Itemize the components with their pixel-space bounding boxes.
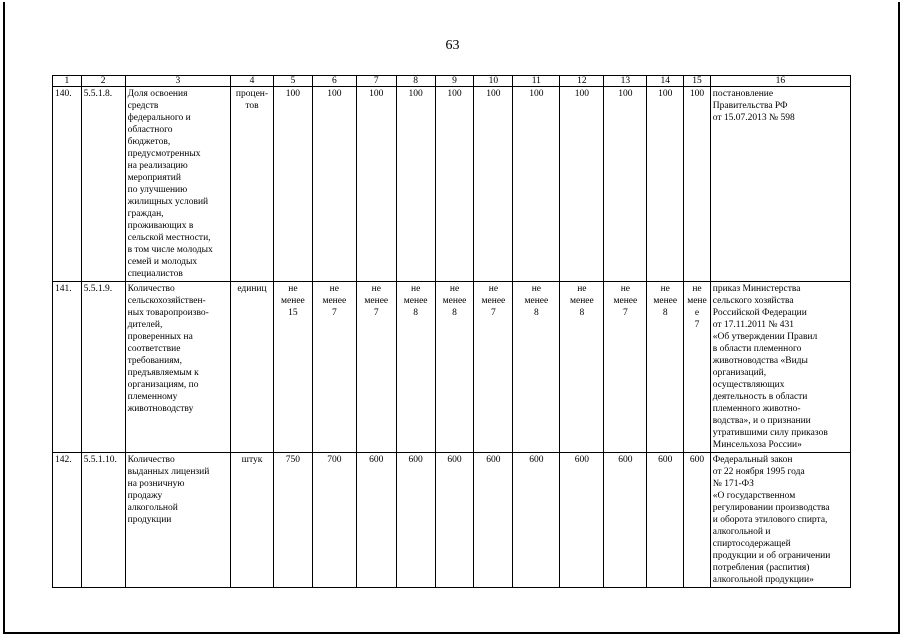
value-cell: не менее 7 (356, 282, 396, 453)
column-header: 1 (53, 76, 82, 87)
value-cell: 600 (513, 453, 560, 588)
column-header: 6 (312, 76, 356, 87)
value-cell: не менее 7 (312, 282, 356, 453)
column-header: 4 (231, 76, 274, 87)
page-number: 63 (445, 38, 460, 53)
value-cell: 100 (604, 87, 647, 282)
column-header: 2 (81, 76, 125, 87)
value-cell: 100 (435, 87, 474, 282)
row-number: 140. (53, 87, 82, 282)
value-cell: 600 (396, 453, 435, 588)
value-cell: 700 (312, 453, 356, 588)
column-header: 9 (435, 76, 474, 87)
value-cell: 600 (604, 453, 647, 588)
value-cell: не менее 8 (396, 282, 435, 453)
value-cell: 100 (684, 87, 711, 282)
value-cell: 750 (273, 453, 312, 588)
value-cell: не менее 7 (604, 282, 647, 453)
column-header: 14 (647, 76, 684, 87)
value-cell: не менее 8 (560, 282, 604, 453)
header-row (53, 76, 851, 87)
value-cell: не менее 8 (513, 282, 560, 453)
column-header: 11 (513, 76, 560, 87)
value-cell: 600 (435, 453, 474, 588)
value-cell: 100 (312, 87, 356, 282)
table-row (53, 453, 851, 588)
legal-basis: приказ Министерства сельского хозяйства Российской Федерации от 17.11.2011 № 431 «Об утверждении Правил в области племенного животноводства «Виды организаций, осуществляющих деятельность в области племенного животно- водства», и о признании утратившими силу приказов Минсельхоза России» (710, 282, 850, 453)
indicator-name: Количество выданных лицензий на розничную продажу алкогольной продукции (125, 453, 230, 588)
column-header: 5 (273, 76, 312, 87)
value-cell: 600 (647, 453, 684, 588)
column-header: 7 (356, 76, 396, 87)
row-number: 141. (53, 282, 82, 453)
indicator-name: Количество сельскохозяйствен- ных товаропроизво- дителей, проверенных на соответствие требованиям, предъявляемым к организациям, по племенному животноводству (125, 282, 230, 453)
column-header: 12 (560, 76, 604, 87)
value-cell: 600 (684, 453, 711, 588)
value-cell: не менее 15 (273, 282, 312, 453)
column-header: 8 (396, 76, 435, 87)
value-cell: 100 (356, 87, 396, 282)
unit-cell: штук (231, 453, 274, 588)
column-header: 10 (474, 76, 513, 87)
row-code: 5.5.1.10. (81, 453, 125, 588)
value-cell: не менее 7 (684, 282, 711, 453)
unit-cell: единиц (231, 282, 274, 453)
value-cell: не менее 8 (647, 282, 684, 453)
value-cell: 600 (474, 453, 513, 588)
value-cell: 600 (560, 453, 604, 588)
table-row (53, 87, 851, 282)
row-code: 5.5.1.8. (81, 87, 125, 282)
value-cell: 100 (273, 87, 312, 282)
indicator-name: Доля освоения средств федерального и областного бюджетов, предусмотренных на реализацию мероприятий по улучшению жилищных условий граждан, проживающих в сельской местности, в том числе молодых семей и молодых специалистов (125, 87, 230, 282)
unit-cell: процен- тов (231, 87, 274, 282)
legal-basis: Федеральный закон от 22 ноября 1995 года № 171-ФЗ «О государственном регулировании производства и оборота этилового спирта, алкогольной и спиртосодержащей продукции и об ограничении потребления (распития) алкогольной продукции» (710, 453, 850, 588)
value-cell: 600 (356, 453, 396, 588)
column-header: 3 (125, 76, 230, 87)
value-cell: 100 (513, 87, 560, 282)
row-number: 142. (53, 453, 82, 588)
value-cell: 100 (396, 87, 435, 282)
table-row (53, 282, 851, 453)
value-cell: 100 (474, 87, 513, 282)
indicators-table (52, 75, 851, 588)
row-code: 5.5.1.9. (81, 282, 125, 453)
column-header: 15 (684, 76, 711, 87)
column-header: 13 (604, 76, 647, 87)
value-cell: не менее 7 (474, 282, 513, 453)
value-cell: 100 (647, 87, 684, 282)
value-cell: не менее 8 (435, 282, 474, 453)
column-header: 16 (710, 76, 850, 87)
value-cell: 100 (560, 87, 604, 282)
legal-basis: постановление Правительства РФ от 15.07.2013 № 598 (710, 87, 850, 282)
